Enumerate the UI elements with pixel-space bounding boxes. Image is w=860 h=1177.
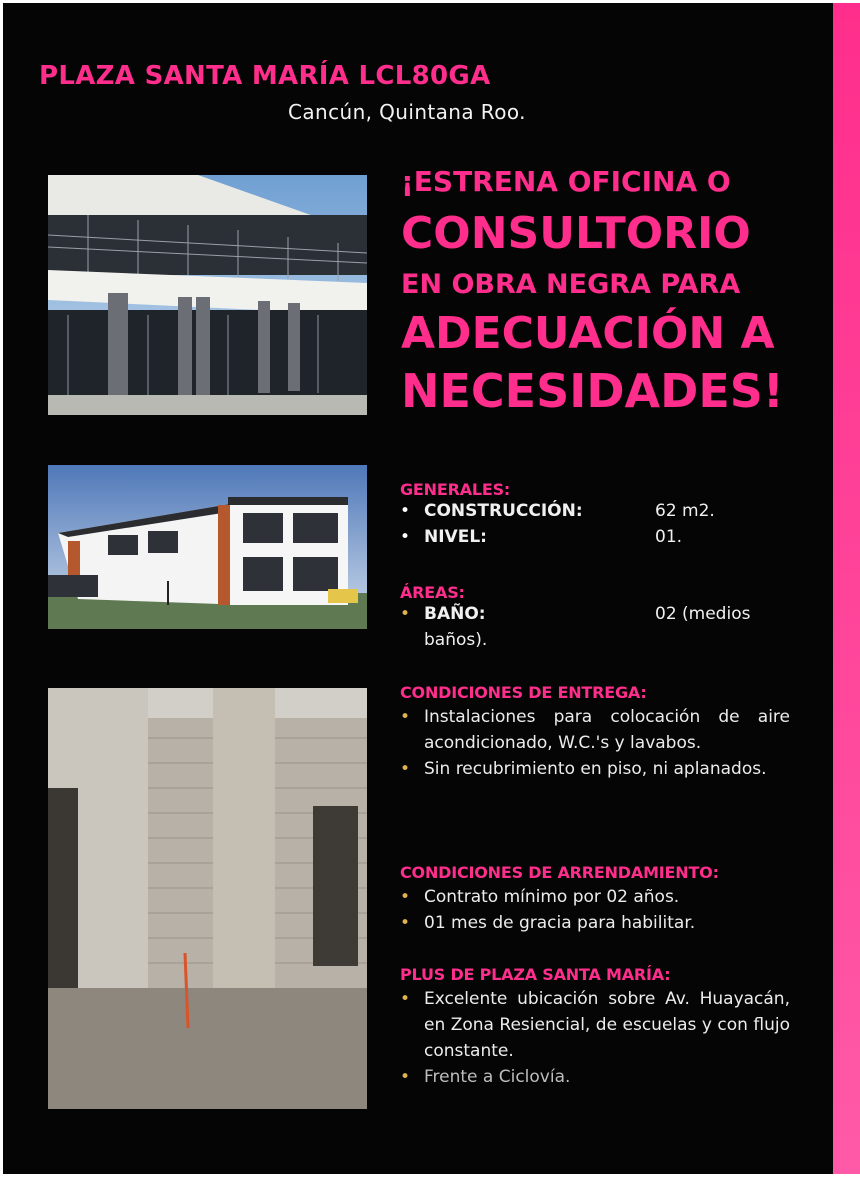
spec-label: BAÑO:	[424, 604, 486, 624]
spec-value-text: 02 (medios	[655, 604, 751, 624]
bullet-icon: •	[400, 759, 411, 779]
bullet-icon: •	[400, 604, 411, 624]
headline-line-2: CONSULTORIO	[401, 208, 751, 259]
spec-value-continued: baños).	[424, 630, 488, 650]
spec-label: NIVEL:	[424, 527, 487, 547]
bullet-icon: •	[400, 501, 411, 521]
list-item-text: Instalaciones para colocación de aire acondicionado, W.C.'s y lavabos.	[424, 707, 790, 753]
spec-value: 01.	[655, 527, 683, 547]
building-render-photo	[48, 465, 367, 629]
bullet-icon: •	[400, 887, 411, 907]
list-item	[400, 986, 790, 1064]
building-exterior-photo	[48, 175, 367, 415]
interior-photo	[48, 688, 367, 1109]
list-item	[400, 910, 790, 936]
spec-row-nivel	[400, 527, 790, 553]
bullet-icon: •	[400, 707, 411, 727]
list-item-text: Excelente ubicación sobre Av. Huayacán, en Zona Resiencial, de escuelas y con flujo constante.	[424, 989, 790, 1061]
headline-line-5: NECESIDADES!	[401, 364, 784, 418]
list-item-text: Frente a Ciclovía.	[424, 1067, 571, 1087]
list-item	[400, 704, 790, 756]
list-item	[400, 884, 790, 910]
bullet-icon: •	[400, 1067, 411, 1087]
headline-line-4: ADECUACIÓN A	[401, 308, 775, 359]
location-subtitle: Cancún, Quintana Roo.	[288, 100, 526, 124]
bullet-icon: •	[400, 913, 411, 933]
spec-row-construccion	[400, 501, 790, 527]
spec-value	[655, 604, 790, 624]
headline-line-1: ¡ESTRENA OFICINA O	[401, 165, 731, 198]
list-item-text: Contrato mínimo por 02 años.	[424, 887, 680, 907]
spec-row-bano-cont	[400, 630, 790, 656]
plus-heading: PLUS DE PLAZA SANTA MARÍA:	[400, 965, 671, 984]
generales-section	[400, 480, 790, 553]
generales-heading: GENERALES:	[400, 480, 511, 499]
entrega-heading: CONDICIONES DE ENTREGA:	[400, 683, 647, 702]
plus-section	[400, 965, 790, 1090]
spec-row-bano	[400, 604, 790, 630]
arrendamiento-section	[400, 863, 790, 936]
spec-label: CONSTRUCCIÓN:	[424, 501, 583, 521]
poster	[3, 3, 833, 1174]
headline	[401, 165, 791, 418]
list-item-text: Sin recubrimiento en piso, ni aplanados.	[424, 759, 767, 779]
bullet-icon: •	[400, 989, 411, 1009]
accent-stripe	[833, 3, 860, 1174]
entrega-section	[400, 683, 790, 782]
spec-value: 62 m2.	[655, 501, 715, 521]
areas-heading: ÁREAS:	[400, 583, 465, 602]
list-item	[400, 1064, 790, 1090]
headline-line-3: EN OBRA NEGRA PARA	[401, 269, 741, 300]
page-title: PLAZA SANTA MARÍA LCL80GA	[39, 61, 491, 91]
areas-section	[400, 583, 790, 656]
bullet-icon: •	[400, 527, 411, 547]
list-item-text: 01 mes de gracia para habilitar.	[424, 913, 696, 933]
list-item	[400, 756, 790, 782]
arrendamiento-heading: CONDICIONES DE ARRENDAMIENTO:	[400, 863, 719, 882]
